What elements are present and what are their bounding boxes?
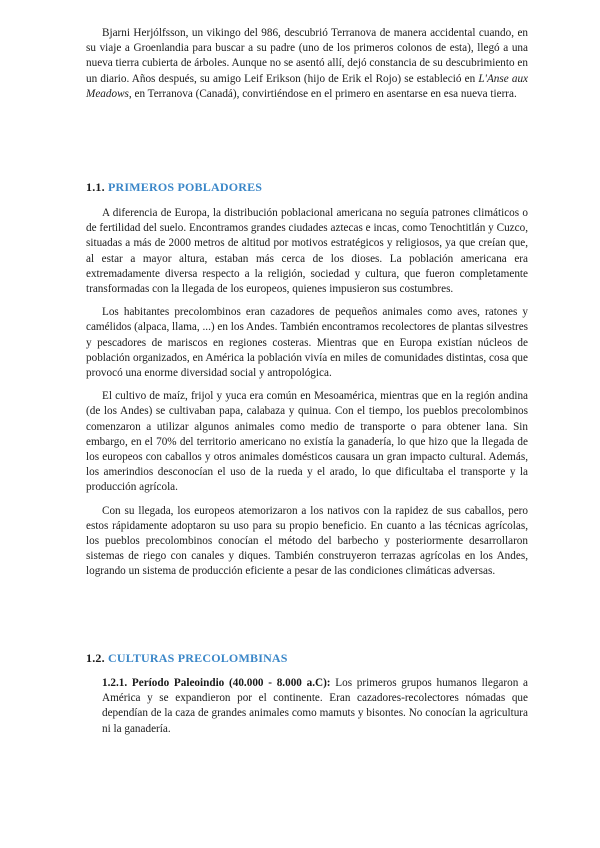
section-title-text: CULTURAS PRECOLOMBINAS [108,651,288,665]
subsection-text: Los primeros grupos humanos llegaron a América y se expandieron por el continente. Eran cazadores-recolectores nómadas que dependían de la caza de grandes animales como mamuts y bisontes. No conocían la agricultura ni la ganadería. [102,677,528,735]
section-title-text: PRIMEROS POBLADORES [108,180,263,194]
section-heading-1 [86,180,528,195]
intro-text-start: Bjarni Herjólfsson, un vikingo del 986, descubrió Terranova de manera accidental cuando, en su viaje a Groenlandia para buscar a su padre (uno de los primeros colonos de esta), llegó a una nueva tierra cubierta de árboles. Aunque no se asentó allí, dejó constancia de su descubrimiento en un diario. Años después, su amigo Leif Erikson (hijo de Erik el Rojo) se estableció en [86,27,528,85]
section-title-1 [86,180,528,195]
paragraph: Los habitantes precolombinos eran cazadores de pequeños animales como aves, ratones y camélidos (alpaca, llama, ...) en los Andes. También encontramos recolectores de plantas silvestres y pescadores de mariscos en regiones costeras. Mientras que en Europa existían núcleos de población organizados, en América la población vivía en miles de comunidades distintas, cosa que provocó una enorme diversidad social y antropológica. [86,306,529,380]
subsection-1-2-1 [86,676,528,737]
paragraph: Con su llegada, los europeos atemorizaron a los nativos con la rapidez de sus caballos, pero estos rápidamente adoptaron su uso para su propio beneficio. En cuanto a las técnicas agrícolas, los pueblos precolombinos conocían el método del barbecho y posteriormente desarrollaron sistemas de riego con canales y diques. También construyeron terrazas agrícolas en los Andes, logrando un sistema de producción eficiente a pesar de las condiciones climáticas adversas. [86,504,528,578]
section-1-body [86,206,528,580]
paragraph: El cultivo de maíz, frijol y yuca era común en Mesoamérica, mientras que en la región andina (de los Andes) se cultivaban papa, calabaza y quinua. Con el tiempo, los pueblos precolombinos comenzaron a utilizar algunos animales como medio de transporte o para obtener lana. Sin embargo, en el 70% del territorio americano no existía la ganadería, lo que hizo que la llegada de los europeos con caballos y otros animales domésticos causara un gran impacto cultural. Además, los amerindios desconocían el uso de la rueda y el arado, lo que dificultaba el transporte y la producción agrícola. [86,390,528,494]
section-number: 1.2. [86,651,105,665]
section-title-2 [86,651,528,666]
intro-text-end: , en Terranova (Canadá), convirtiéndose en el primero en asentarse en esa nueva tierra. [128,87,517,100]
subsection-heading: 1.2.1. Período Paleoindio (40.000 - 8.000 a.C): [102,677,331,689]
section-number: 1.1. [86,180,105,194]
intro-italic-place: L'Anse aux Meadows [86,72,529,100]
intro-paragraph [86,26,528,102]
paragraph: A diferencia de Europa, la distribución poblacional americana no seguía patrones climáticos o de fertilidad del suelo. Encontramos grandes ciudades aztecas e incas, como Tenochtitlán y Cuzco, situadas a más de 2000 metros de altitud por motivos estratégicos y religiosos, ya que creían que, al estar a mayor altura, estaban más cerca de los dioses. La población americana era extremadamente diversa respecto a la religión, sociedad y cultura, que fueron completamente transformadas con la llegada de los europeos, quienes impusieron sus costumbres. [86,207,528,296]
section-heading-2 [86,651,528,666]
intro-block [86,26,528,102]
subsection-paragraph [86,676,528,737]
